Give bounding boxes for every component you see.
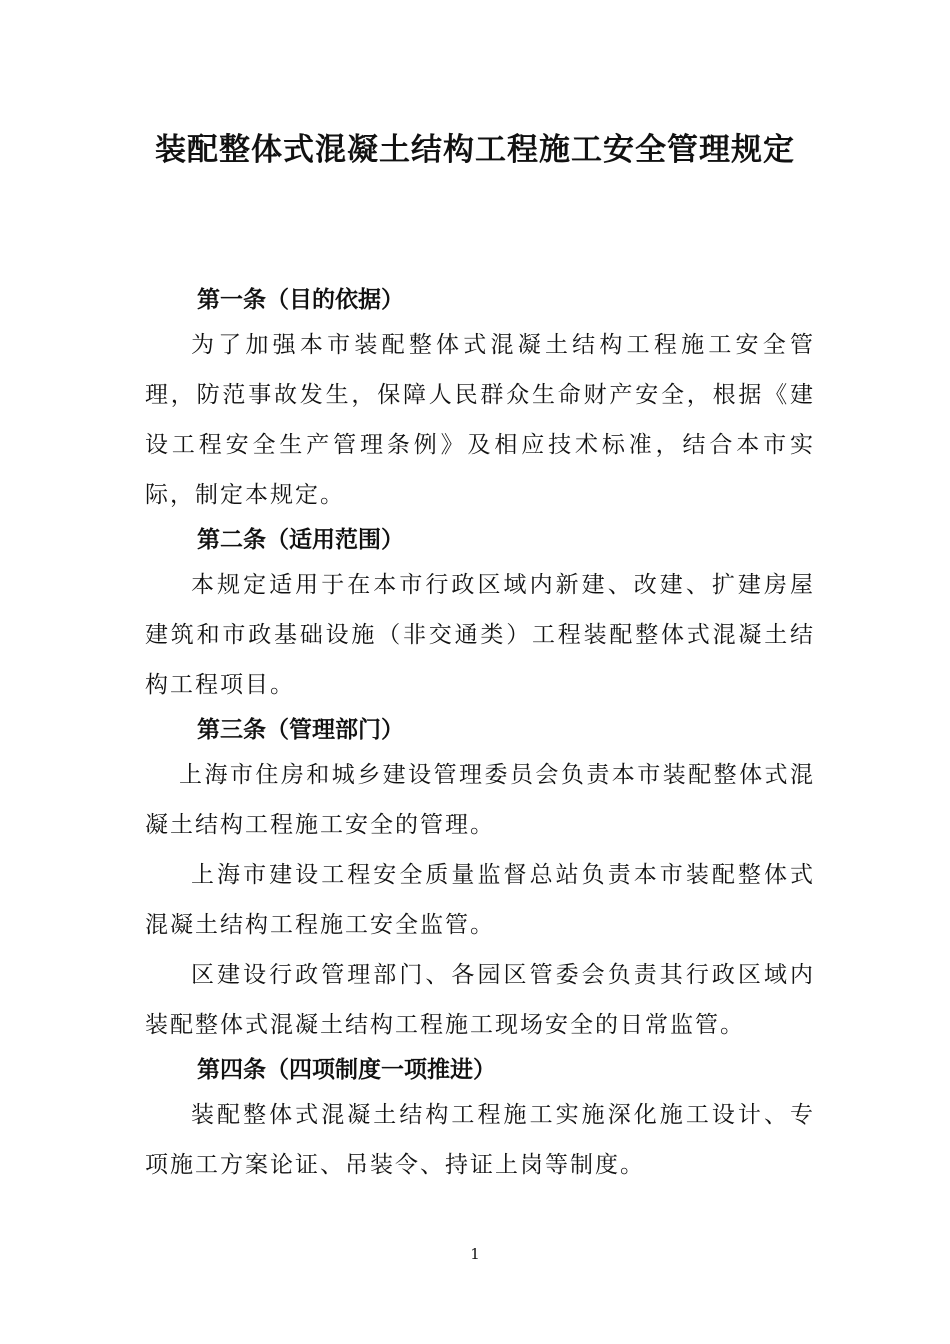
- section-heading: 第三条（管理部门）: [197, 716, 404, 743]
- section-heading: 第四条（四项制度一项推进）: [197, 1056, 496, 1083]
- section-2: [145, 520, 815, 710]
- section-1: [145, 280, 815, 520]
- section-4: [145, 1050, 815, 1190]
- paragraph: 上海市建设工程安全质量监督总站负责本市装配整体式混凝土结构工程施工安全监管。: [145, 862, 815, 938]
- page-number: 1: [470, 1245, 480, 1263]
- paragraph: 区建设行政管理部门、各园区管委会负责其行政区域内装配整体式混凝土结构工程施工现场安全的日常监管。: [145, 962, 815, 1038]
- section-heading: 第一条（目的依据）: [197, 286, 404, 313]
- paragraph: 本规定适用于在本市行政区域内新建、改建、扩建房屋建筑和市政基础设施（非交通类）工程装配整体式混凝土结构工程项目。: [145, 572, 815, 698]
- paragraph: 装配整体式混凝土结构工程施工实施深化施工设计、专项施工方案论证、吊装令、持证上岗等制度。: [145, 1102, 815, 1178]
- paragraph: 上海市住房和城乡建设管理委员会负责本市装配整体式混凝土结构工程施工安全的管理。: [145, 762, 815, 838]
- document-title: 装配整体式混凝土结构工程施工安全管理规定: [155, 132, 795, 168]
- document-body: [145, 280, 815, 1190]
- section-heading: 第二条（适用范围）: [197, 526, 404, 553]
- paragraph: 为了加强本市装配整体式混凝土结构工程施工安全管理，防范事故发生，保障人民群众生命财产安全，根据《建设工程安全生产管理条例》及相应技术标准，结合本市实际，制定本规定。: [145, 332, 815, 508]
- section-3: [145, 710, 815, 1050]
